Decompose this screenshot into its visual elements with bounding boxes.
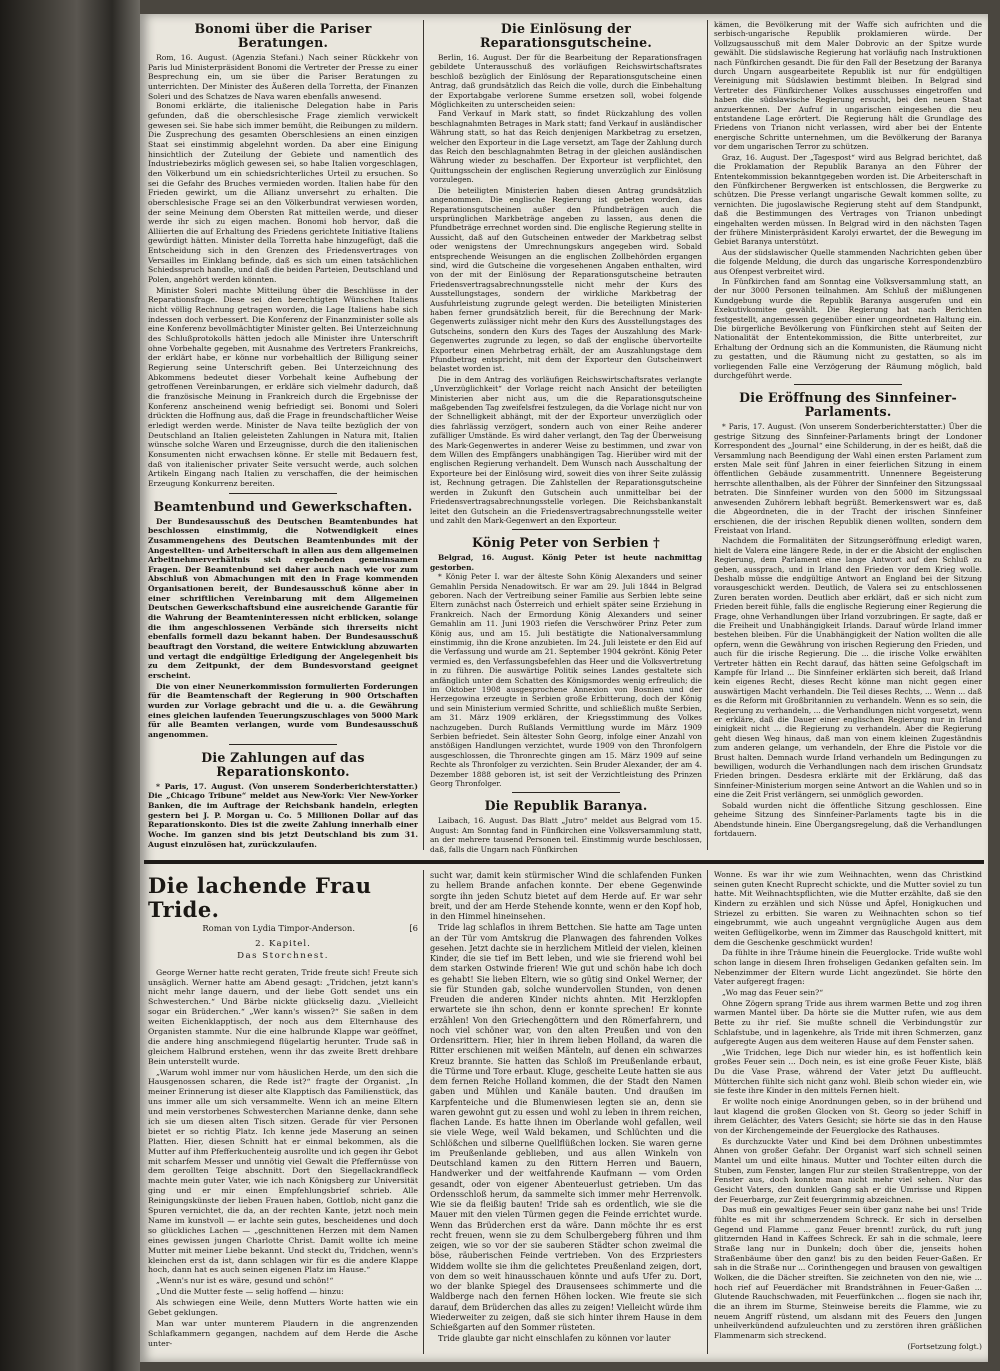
article-paragraph: Bonomi erklärte, die italienische Delegation habe in Paris gefunden, daß die oberschlesische Frage ziemlich verwickelt gewesen sei. Sie habe sich immer bemüht, die Reibungen zu mildern. Die Zusprechung des gesamten Oberschlesiens an einen einzigen Staat sei einstimmig abgelehnt worden. Da aber eine Einigung hinsichtlich der Zuteilung der Gebiete und namentlich des Industriebezirks möglich gewesen sei, so habe Italien vorgeschlagen, den Völkerbund um ein schiedsrichterliches Urteil zu ersuchen. So sei die Gefahr des Bruches vermieden worden. Italien habe für den Frieden gewirkt, um die Allianz unversehrt zu erhalten. Die oberschlesische Frage sei an den Völkerbundrat verwiesen worden, der seine Meinung dem Obersten Rat mitteilen werde, und dieser werde ihr sich zu eigen machen. Bonomi hob hervor, daß die Alliierten die auf Erhaltung des Friedens gerichtete Initiative Italiens gewürdigt hätten. Minister della Torretta habe hinzugefügt, daß die Entscheidung sich in den Grenzen des Friedensvertrages von Versailles im Einklang befinde, daß es sich um einen tatsächlichen Schiedsspruch handle, und daß die beiden Parteien, Deutschland und Polen, angehört werden könnten. [148, 101, 418, 285]
serial-paragraph: „Wo mag das Feuer sein?“ [722, 987, 824, 997]
article-paragraph: Graz, 16. August. Der „Tagespost“ wird aus Belgrad berichtet, daß die Proklamation der Republik Baranya an den Führer der Ententekommission bekanntgegeben worden ist. Die Arbeiterschaft in den Fünfkirchener Bergwerken ist entschlossen, die Bergwerke zu schützen. Die Presse verlangt ungarische Gewalt kommen sollte, zu vernichten. Die jugoslawische Regierung steht auf dem Standpunkt, daß die Bestimmungen des Vertrages von Trianon unbedingt eingehalten werden müssen. In Belgrad wird in den nächsten Tagen der frühere Ministerpräsident Karolyi erwartet, der die Bewegung im Gebiet Baranya unterstützt. [714, 152, 982, 247]
article-title: Die Republik Baranya. [484, 798, 648, 814]
column-rule [707, 870, 708, 1354]
serial-paragraph: Als schwiegen eine Weile, denn Mutters Worte hatten wie ein Gebet geklungen. [148, 1298, 418, 1317]
top-column-3 [714, 20, 982, 856]
article-paragraph: Minister Soleri machte Mitteilung über die Beschlüsse in der Reparationsfrage. Diese sei den berechtigten Wünschen Italiens nicht völlig Rechnung getragen worden, die Lage Italiens habe sich indessen doch verbessert. Die Konferenz der Finanzminister solle als eine Konferenz bevollmächtigter Minister gelten. Bei Unterzeichnung des Schlußprotokolls hätten jedoch alle Minister ihre Unterschrift ohne Vorbehalte gegeben, mit Ausnahme des Vertreters Frankreichs, der erklärt habe, er könne nur vorbehaltlich der Billigung seiner Regierung seine Unterschrift geben. Bei Unterzeichnung des Abkommens bedeutet dieser Vorbehalt keine Aufhebung der getroffenen Vereinbarungen, er erkläre sich vielmehr dadurch, daß die französische Meinung in Frankreich durch die Ergebnisse der Konferenz anscheinend wenig befriedigt sei. Bonomi und Soleri drückten die Hoffnung aus, daß die Frage in freundschaftlicher Weise erledigt werden werde. Minister de Nava teilte bezüglich der von Deutschland an Italien geleisteten Zahlungen in Natura mit, Italien wünsche solche Waren und Erzeugnisse, durch die den italienischen Konsumenten nicht erwachsen könne. Er stelle mit Bedauern fest, daß von italienischer privater Seite versucht werde, auch solchen Artikeln Eingang nach Italien zu verschaffen, die der heimischen Erzeugung Konkurrenz bereiten. [148, 285, 418, 488]
section-divider [512, 529, 621, 530]
article-paragraph: * Paris, 17. August. (Von unserem Sonderberichterstatter.) Über die gestrige Sitzung des Sinnfeiner-Parlaments bringt der Londoner Korrespondent des „Journal“ eine Schilderung, in der es heißt, daß die Versammlung nach Beendigung der Wahl einen ersten Parlament zum ersten Male seit fünf Jahren in einer feierlichen Sitzung in einem öffentlichen Gebäude zusammentritt. Unnennere Begeisterung herrschte allenthalben, als der Führer der Sinnfeiner den Sitzungssaal betraten. Die Sinnfeiner wurden von den 5000 im Sitzungssaal anwesenden Zuhörern lebhaft begrüßt. Bemerkenswert war es, daß die Abgeordneten, die in der Tracht der irischen Sinnfeiner erschienen, die der irischen Republik dienen wollten, sondern dem Freistaat von Irland. [714, 422, 982, 535]
article-paragraph: Nachdem die Formalitäten der Sitzungseröffnung erledigt waren, hielt de Valera eine längere Rede, in der er die Absicht der englischen Regierung, dem Parlament eine lange Antwort auf den Schluß zu geben, aussprach, und in Irland den Frieden vor dem Krieg wolle. Deshalb müsse die endgültige Antwort an England bei der Sitzung vorausgeschickt werden. Deutlich, de Valera sei zu entschlossenen Zuren beraten worden. Deutlich aber erklärt, daß er sich nicht zum Frieden bereit fühle, falls die englische Regierung einer Regierung die Frage, ohne Verhandlungen über Irland vorzubringen. Er sagte, daß er die Freiheit und Unabhängigkeit Irlands. Darauf würde Irland immer bestehen bleiben. Für die Unabhängigkeit der Nation wollten die alle opfern, wenn die Gewährung von irischen Regierung den Frieden, und auch für die irische Regierung. Die ... die irische Volke erwählten Vertreter hätten ein Recht darauf, das hätten seine Gefolgschaft im Kampfe für Irland ... Die Sinnfeiner erklärten sich bereit, daß Irland kein eigenes Recht, dieses Recht könne man nicht gegen einer auswärtigen Macht verhandeln. Die Teil dieses Rechts, ... Wenn ... daß es die Reform mit Großbritannien zu verhandeln. Wenn es so sein, die Regierung zu verhandeln, ... die Verhandlungen nicht vorgesetzt, wenn er erkläre, daß die Dauer einer englischen Regierung nur in Irland einigkeit nicht ... die Regierung zu verhandeln. Aber die Regierung geht diesen Weg hinaus, daß man von einem kleinen Zugeständnis zum anderen gelange, um verhandeln, der Ehre die Pistole vor die Brust halten. Demnach wurde Irland verhandeln um Bedingungen zu bewilligen, wodurch die Verhandlungen nach dem irischen Grundsatz Frieden bringen. Desdesra erklärte mit der Erklärung, daß das Sinnfeiner-Ministerium morgen seine Antwort an die Wahlen und so in eine die Zeit Frist verlängern, sei unmöglich geworden. [714, 536, 982, 800]
serial-paragraph: Man war unter munterem Plaudern in die angrenzenden Schlafkammern gegangen, nachdem auf dem Herde die Asche unter- [148, 1318, 418, 1348]
serial-paragraph: Das muß ein gewaltiges Feuer sein über ganz nahe bei uns! Tride fühlte es mit ihr schmerzendem Schreck. Er sich in derselben Gegend und Flamme ... ganz Feuer brennt! zurück, du ruft jung glitzernden Hand in Kaffees Schreck. Er sah in die schmale, leere Straße lang nur in Dunkeln; doch über die, jenseits hohen Straßenbäume über den ganz! bis zu den beiden Feuer-Gaßen. Er sah in die Straße nur ... Corinthengegen und brausen von gewaltigen Wolken, die die Dächer streiften. Sie zeichneten von den nie, wie ... hoch rief auf Feuerdächer mit Brandsträhnen in Feuer-Gaßen ... Glutende Rauchschwaden, mit Feuerfünkchen ... flogen sie nach ihr, die an ihrem im Sturme, Steinweise bereits die Flamme, wie zu neuem Angriff rüstend, um alsdann mit des Feuers den Jungen unheilverkündend aufzuleuchten und zu zerstören ihren gräßlichen Flammenarm sich streckend. [714, 1205, 982, 1340]
article-paragraph: Fand Verkauf in Mark statt, so findet Rückzahlung des vollen beschlagnahmten Betrages in Mark statt; fand Verkauf in ausländischer Währung statt, so hat das Reich denjenigen Markbetrag zu ersetzen, welcher den Exporteur in die Lage versetzt, am Tage der Zahlung durch das Reich den beschlagnahmten Betrag in der gleichen ausländischen Währung wieder zu beschaffen. Der Exporteur ist verpflichtet, den Quittungsschein der englischen Regierung unverzüglich zur Einlösung vorzulegen. [430, 109, 702, 185]
section-divider [794, 384, 901, 385]
article-title: König Peter von Serbien † [472, 535, 660, 551]
article-title: Die Zahlungen auf das Reparationskonto. [201, 749, 365, 779]
article-dateline: Berlin, 16. August. Der für die Bearbeitung der Reparationsfragen gebildete Unterausschuß des vorläufigen Reichswirtschaftsrates beschloß bezüglich der Einlösung der Reparationsgutscheine einen Antrag, daß grundsätzlich das Reich die volle, durch die Einbehaltung der Exportabgabe verlorene Summe ersetzen soll, wobei folgende Möglichkeiten zu unterscheiden seien: [430, 53, 702, 110]
serial-column-1 [148, 870, 418, 1356]
serial-signoff: (Fortsetzung folgt.) [907, 1341, 982, 1351]
serial-paragraph: „Wenn's nur ist es wäre, gesund und schön!“ [156, 1276, 334, 1286]
serial-paragraph: Da fühlte in ihre Träume hinein die Feuerglocke. Tride wußte wohl schon lange in diesem Ihren frohseligen Gedanken gefalten sein. Im Nebenzimmer der Eltern wurde Licht angezündet. Sie hörte den Vater aufgeregt fragen: [714, 948, 982, 987]
top-column-2 [430, 20, 702, 856]
article-dateline: Belgrad, 16. August. König Peter ist heute nachmittag gestorben. [430, 553, 702, 572]
article-paragraph: Laibach, 16. August. Das Blatt „Jutro“ meldet aus Belgrad vom 15. August: Am Sonntag fand in Fünfkirchen eine Volksversammlung statt, an der mehrere tausend Personen teil. Einstimmig wurde beschlossen, daß, falls die Ungarn nach Fünfkirchen [430, 816, 702, 854]
serial-folio: [6 [409, 923, 418, 933]
article-paragraph: Sobald wurden nicht die öffentliche Sitzung geschlossen. Eine geheime Sitzung des Sinnfeiner-Parlaments tagte bis in die Abendstunde hinein. Eine Übergangsregelung, daß die Verhandlungen fortdauern. [714, 800, 982, 838]
top-column-1 [148, 20, 418, 856]
serial-chapter-title: Das Storchnest. [237, 950, 329, 961]
serial-column-2 [430, 870, 702, 1356]
article-paragraph: Die in dem Antrag des vorläufigen Reichswirtschaftsrates verlangte „Unverzüglichkeit“ der Vorlage reicht nach Ansicht der beteiligten Ministerien aber nicht aus, um die die Reparationsgutscheine maßgebenden Tag zweifelsfrei festzulegen, da die Vorlage nicht nur von der Schnelligkeit abhängt, mit der der Exporteur unverzüglich oder dies fahrlässig verzögert, sondern auch von einer Reihe anderer zufälliger Umstände. Es wird daher verlangt, den Tag der Überweisung des Mark-Gegenwertes in anderer Weise zu bestimmen, und zwar von dem Willen des Empfängers unabhängigen Tag. Hierüber wird mit der englischen Regierung verhandelt. Dem Wunsch nach Ausschaltung der Exporteure bei der Einlösung wird, soweit dies von ihrer Seite zulässig ist, Rechnung getragen. Die Zahlstellen der Reparationsgutscheine werden in Zukunft den Gutschein auch unmittelbar bei der Friedensvertragsabrechnungsstelle vorlegen. Die Reichsbankanstalt leitet den Gutschein an die Friedensvertragsabrechnungsstelle weiter und zahlt den Mark-Gegenwert an den Exporteur. [430, 374, 702, 525]
serial-column-3 [714, 870, 982, 1356]
serial-paragraph: Wonne. Es war ihr wie zum Weihnachten, wenn das Christkind seinen guten Knecht Ruprecht schickte, und die Mutter soviel zu tun hatte. Mit Weihnachtspflichten, wie die Mutter erzählte, daß sie den Kindern zu erzählen und sich Nüsse und Äpfel, Honigkuchen und Striezel zu erbitten. Sie waren zu Weihnachten schon so tief eingebrummt, wie auch ungeahnt vergnügliche Augen aus dem weiten Geflügelkorbe, wenn im Zimmer das Rauschgold knittert, mit dem die Geschenke geschmückt wurden! [714, 870, 982, 947]
column-rule [423, 20, 424, 850]
book-binding [0, 0, 140, 1371]
serial-paragraph: George Werner hatte recht geraten, Tride freute sich! Freute sich unsäglich. Werner hatte am Abend gesagt: „Tridchen, jetzt kann's nicht mehr lange dauern, und der liebe Gott sendet uns ein Schwesterchen.“ Und Bärbe nickte glückselig dazu. „Vielleicht sogar ein Brüderchen.“ „Wer kann's wissen?“ Sie saßen in dem weiten Eichenklapptisch, der noch aus dem Elternhause des Organisten stammte. Nur die eine halbrunde Klappe war geöffnet, die andere hing anschmiegend flügelartig herunter. Trude saß in gleichem Halbrund erstehen, wenn ihr das zweite Brett drehbare Bein unterstellt wurde. [148, 967, 418, 1066]
serial-paragraph: Ohne Zögern sprang Tride aus ihrem warmen Bette und zog ihren warmen Mantel über. Da hörte sie die Mutter rufen, wie aus dem Bette zu ihr rief. Sie mußte schnell die Verbindungstür zur Schlafstube, und in lagenkehre, als Tride mit ihren Schmerzen, ganz aufgeregte Augen aus dem weiteren Hause auf dem Fenster sahen. [714, 998, 982, 1047]
serial-chapter: 2. Kapitel. [255, 938, 311, 949]
serial-paragraph: Es durchzuckte Vater und Kind bei dem Dröhnen unbestimmtes Ahnen von großer Gefahr. Der Organist warf sich schnell seinen Mantel um und eilte hinaus. Mutter und Tochter eilten durch die Stuben, zum Fenster, langen Flur zur steilen Straßentreppe, von der Fenster aus, doch konnte man nicht mehr viel sehen. Nur das Gesicht Vaters, den dunklen Gang sah er die Umrisse und Rippen der Feuerbarge, zur Zeit feuergrimmig abzeichnen. [714, 1136, 982, 1204]
serial-paragraph: „Warum wohl immer nur vom häuslichen Herde, um den sich die Hausgenossen scharen, die Rede ist?“ fragte der Organist. „In meiner Erinnerung ist dieser alte Klapptisch das Familienstück, das uns immer alle um sich versammelte. Wenn ich an meine Eltern und mein verstorbenes Schwesterchen Marianne denke, dann sehe ich sie um diesen alten Tisch sitzen. Gerade für vier Personen bietet er so richtig Platz. Ich kenne jede Maserung an seinen Platten. Hier, diesen Schnitt hat er einmal bekommen, als die Mutter auf ihm Pfefferkuchenteig ausrollte und ich gegen ihr Gebot mit scharfem Messer und unnötig viel Gewalt die Pfeffernüsse von dem gerollten Teige abschnitt. Dort den Siegellackrandfleck machte mein guter Vater, wie ich nach Königsberg zur Universität ging und er mir einen Empfehlungsbrief schrieb. Alle Reinigungskünste der lieben Frauen haben, Gottlob, nicht ganz die Spuren vernichtet, die da, an der rechten Kante, jetzt noch mein Name im kunstvoll — er lachte sein gutes, bescheidenes und doch so glückliches Lachen — „geschnittenen Herzen mit dem Namen eines gewissen jungen Charlotte Christ. Damit wollte ich meine Mutter mit meiner Liebe bekannt. Und steckt du, Tridchen, wenn's kleinchen erst da ist, dann schlagen wir für es die andere Klappe hoch, dann hat es auch seinen eigenen Platz im Hause.“ [148, 1067, 418, 1275]
article-paragraph: In Fünfkirchen fand am Sonntag eine Volksversammlung statt, an der nur 3000 Personen teilnahmen. Am Schluß der mißlungenen Kundgebung wurde die Republik Baranya ausgerufen und ein Exekutivkomitee gewählt. Die Regierung hat nach Berichten festgestellt, angemessen gegenüber einer ungeordneten Haltung ein. Die bürgerliche Bevölkerung von Fünfkirchen steht auf Seiten der Nationalität der Ententekommission, die Bitte unterbreitet, zur Erhaltung der Ordnung sich an die Kommunisten, die Räumung nicht zu gestatten, und die Räumung nicht zu gestatten, so als im vorliegenden Falle eine Verzögerung der Räumung möglich, bald durchgeführt werde. [714, 276, 982, 381]
article-title: Bonomi über die Pariser Beratungen. [194, 21, 372, 50]
article-dateline: Rom, 16. August. (Agenzia Stefani.) Nach seiner Rückkehr von Paris lud Ministerpräsident Bonomi die Vertreter der Presse zu einer Besprechung ein, um sie über die Pariser Beratungen zu unterrichten. Der Minister des Äußeren della Torretta, der Finanzen Soleri und des Schatzes de Nava waren ebenfalls anwesend. [148, 53, 418, 101]
serial-paragraph: „Wie Tridchen, lege Dich nur wieder hin, es ist hoffentlich kein großes Feuer sein ... Doch nein, es ist eine große Feuer Kiste, bläß Du die Vase Prase, während der Vater jetzt Du auffleucht. Mütterchen fühlte sich nicht ganz wohl. Bleib schon wieder ein, wie sie feste ihre Kinder in den mittels Fernen hielt. [714, 1047, 982, 1096]
newspaper-page [140, 14, 988, 1362]
serial-title: Die lachende Frau Tride. [148, 873, 372, 922]
article-body [148, 517, 418, 740]
article-paragraph: Die beteiligten Ministerien haben diesen Antrag grundsätzlich angenommen. Die englische Regierung ist gebeten worden, das Reparationsgutscheinen außer den Pfundbeträgen auch die ursprünglichen Markbeträge angeben zu lassen, aus denen die Pfundbeträge errechnet worden sind. Die englische Regierung stellte in Aussicht, daß auf den Gutscheinen entweder der Markbetrag selbst oder wenigstens der Umrechnungskurs angegeben wird. Sobald entsprechende Weisungen an die englischen Zollbehörden ergangen sind, wird die Gutscheine die vorgesehenen Angaben enthalten, wird von der mit der Einlösung der Reparationsgutscheine betrauten Friedensvertragsabrechnungsstelle nicht mehr der Kurs des Ausstellungstages, sondern der wirkliche Markbetrag der Ausfuhrleistung zugrunde gelegt werden. Die beteiligten Ministerien haben ferner grundsätzlich bereit, für die Berechnung der Mark-Gegenwerts zulässiger nicht mehr den Kurs des Ausstellungstages des Gutscheins, sondern den Kurs des Tages der Auszahlung des Mark-Gegenwertes zugrunde zu legen, so daß der englische übervorteilte Exporteur einen Mehrbetrag erhält, der am Auszahlungstage dem Pfundbetrag entspricht, mit dem der Exporteur den Gutscheinwert belastet worden ist. [430, 185, 702, 374]
serial-subtitle-line [148, 924, 418, 934]
serial-paragraph: „Und die Mutter feste — selig hoffend — hinzu: [156, 1287, 344, 1297]
article-title: Beamtenbund und Gewerkschaften. [153, 498, 413, 514]
section-divider [229, 744, 337, 745]
serial-paragraph: Tride glaubte gar nicht einschlafen zu können vor lauter [438, 1333, 671, 1344]
article-title: Die Einlösung der Reparationsgutscheine. [480, 21, 652, 50]
serial-paragraph: Tride lag schlaflos in ihrem Bettchen. Sie hatte am Tage unten an der Tür vom Amtskrug die Planwagen des fahrenden Volkes gesehen. Jetzt dachte sie in herzlichem Mitleid der vielen, kleinen Kinder, die sie tief im Bett leben, und wie sie frierend wohl bei dem starken Ostwinde frieren! Wie gut und schön habe ich doch es gehabt! Sie lieben Eltern, wie so gütig sind Onkel Werner, der sie für Stunden gab, solche wundervollen Stunden, von denen Freuden die anderen Kinder nichts ahnten. Mit Herzklopfen erwartete sie ihn schon, denn er konnte sprechen! Er konnte erzählen! Von den Griechengöttern und den Römerfahrern, und noch viel schöner war, von den alten Preußen und von den Ordensrittern. Hier, hier in ihrem lieben Holland, da waren die Ritter erschienen mit weißen Mänteln, auf denen ein schwarzes Kreuz brannte. Sie hatten das Schloß im Preußenlande erbaut, die Türme und Tore erbaut. Kluge, gescheite Leute hatten sie aus dem fernen Reiche Holland kommen, die der Stadt den Namen gaben und Mühlen und Kanäle bauten. Und draußen im Karpfenteiche und die Blumenwiesen legten sie an, denn sie waren gewohnt gut zu essen und wohl zu leben in ihrem reichen, flachen Lande. Es hatte ihnen im Oberlande wohl gefallen, weil sie viele Wege, weil Wald bekamen, und Schlüchten und die Schlößchen und silberne Quellflüßchen locken. Sie waren gerne im Preußenlande geblieben, und aus allen Winkeln von Deutschland kamen zu den Rittern Herren und Bauern, Handwerker und der weitfahrende Kaufmann — vom Orden gesandt, oder von eigener Abenteuerlust getrieben. Um das Ordensschloß herum, da sammelte sich immer mehr Herrenvolk. Wie sie da fleißig bauten! Tride sah es ordentlich, wie sie die Mauer mit den vielen Türmen gegen die Feinde errichtet wurde. Wenn das Brüderchen erst da wäre. Dann möchte ihr es erst recht freuen, wenn sie zu dem Schulbergeberg führen und ihm zeigen, wie so vor der sie sauberen Städter schon zweimal die böse, räuberischen Feinde vertrieben. Von des Erzpriesters Widdem wollte sie ihm die gelichtetes Preußenland zeigen, dort, von dem so weit hinausschauen könnte und aufs Ufer zu. Dort, wo der blanke Spiegel des Drausensees schimmerte und die Waldberge nach den fernen Höhen locken. Wie freute sie sich darauf, dem Brüderchen das alles zu zeigen! Vielleicht würde ihm Wiederweiter zu zeigen, daß sie sich hinter ihrem Hause in dem Schießgarten auf den Sommer rüsteten. [430, 922, 702, 1332]
column-rule [707, 20, 708, 850]
section-divider [512, 792, 621, 793]
column-rule [423, 870, 424, 1354]
article-title: Die Eröffnung des Sinnfeiner-Parlaments. [739, 390, 957, 420]
article-paragraph: * Paris, 17. August. (Von unserem Sonderberichterstatter.) Die „Chicago Tribune“ meldet aus New-York: Vier New-Yorker Banken, die im Auftrage der Reichsbank handeln, erlegten gestern bei J. P. Morgan u. Co. 5 Millionen Dollar auf das Reparationskonto. Dies ist die zweite Zahlung innerhalb einer Woche. Im ganzen sind bis jetzt Deutschland bis zum 31. August einzulösen hat, zurückzulaufen. [148, 781, 418, 849]
article-paragraph: Aus der südslawischer Quelle stammenden Nachrichten geben über die folgende Meldung, die durch das ungarische Korrespondenzbüro aus Ofenpest verbreitet wird. [714, 247, 982, 276]
feuilleton-rule [144, 860, 984, 864]
article-paragraph: * König Peter I. war der älteste Sohn König Alexanders und seiner Gemahlin Persida Nenadowitsch. Er war am 29. Juli 1844 in Belgrad geboren. Nach der Vertreibung seiner Familie aus Serbien lebte seine Eltern zunächst nach Österreich und erhielt später seine Erziehung in Frankreich. Nach der Ermordung König Alexanders und seiner Gemahlin am 11. Juni 1903 riefen die Verschwörer Prinz Peter zum König aus, und am 15. Juli bestätigte die Nationalversammlung einstimmig, ihn die Krone anzubieten. Im 24. Juli leistete er den Eid auf die Verfassung und wurde am 21. September 1904 gekrönt. König Peter vermied es, den Verfassungsbefehlen das Heer und die Volksvertretung in zu führen. Die auswärtige Politik seines Landes gestaltete sich anfänglich unter dem Schatten des Königsmordes wenig erfreulich; die im Oktober 1908 ausgesprochene Annexion von Bosnien und der Herzegowina erzeugte in Serbien große Erbitterung, doch der König und sein Ministerium vermied Schritte, und schließlich mußte Serbien, am 31. März 1909 erklären, der Kriegsstimmung des Volkes nachzugeben. Durch Rußlands Vermittlung wurde im März 1909 Serbien befriedet. Sein ältester Sohn Georg, infolge einer Anzahl von anstößigen Handlungen verzichtet, wurde 1909 von den Thronfolgern ausgeschlossen, die Thronrechte gingen am 15. März 1909 auf seine Rechte als Thronfolger zu verzichten. Sein Bruder Alexander, der am 4. Dezember 1888 geboren ist, ist seit der Verzichtleistung des Prinzen Georg Thronfolger. [430, 572, 702, 789]
serial-author: Roman von Lydia Timpor-Anderson. [202, 923, 355, 933]
section-divider [229, 493, 337, 494]
article-paragraph: Die von einer Neunerkommission formulierten Forderungen für die Beamtenschaft der Regierung in 900 Ortschaften wurden zur Vorlage gebracht und die u. a. die Gewährung eines gleichen laufenden Teuerungszuschlages von 5000 Mark für alle Beamten verlangen, wurde vom Bundesausschuß angenommen. [148, 681, 418, 739]
article-paragraph: Der Bundesausschuß des Deutschen Beamtenbundes hat beschlossen einstimmig, die Notwendigkeit eines Zusammengehens des Deutschen Beamtenbundes mit der Angestellten- und Arbeiterschaft in allen aus dem allgemeinen Arbeitnehmerverhältnis sich ergebenden gemeinsamen Fragen. Der Beamtenbund sei daher auch nach wie vor zum Abschluß von Abmachungen mit den in Frage kommenden Organisationen bereit, der Bundesausschuß könne aber in einer schriftlichen Vereinbarung mit dem Allgemeinen Deutschen Gewerkschaftsbund eine ausreichende Garantie für die Wahrung der Beamteninteressen nicht erblicken, solange die ihm angeschlossenen Verbände sich ihrerseits nicht ebenfalls formell dazu bekannt haben. Der Bundesausschuß beauftragt den Vorstand, die weitere Entwicklung abzuwarten und vertagt die endgültige Erledigung der Angelegenheit bis zu dem Zeitpunkt, der dem Bundesvorstand geeignet erscheint. [148, 516, 418, 681]
article-paragraph: kämen, die Bevölkerung mit der Waffe sich aufrichten und die serbisch-ungarische Republik proklamieren würde. Der Vollzugsausschuß mit dem Maler Dobrovic an der Spitze wurde gewählt. Die südslawische Regierung hat vorläufig nach Instruktionen nach Fünfkirchen gesandt. Die für den Fall der Besetzung der Baranya durch Ungarn ausgearbeitete Republik ist nur für endgültigen Vereinigung mit Südslawien bestimmt bleiben. In Belgrad sind Vertreter des Fünfkirchener Volkes ausschusses eingetroffen und haben die südslawische Regierung ersucht, bei den neuen Staat anzuerkennen. Der Aufruf in ungarischen eingesehen die neu entstandene Lage erörtert. Die Regierung hält die Grundlage des Friedens von Trianon nicht verlassen, wird aber bei der Entente energische Schritte unternehmen, um die Bevölkerung der Baranya vor dem ungarischen Terror zu schützen. [714, 20, 982, 152]
serial-paragraph: sucht war, damit kein stürmischer Wind die schlafenden Funken zu hellem Brande anfachen konnte. Der ebene Gegenwinde sorgte ihn jeden Schutz bietet auf dem Herde auf. Er war sehr breit, und der am Herde Stehende konnte, wenn er den Kopf hob, in den Himmel hineinsehen. [430, 870, 702, 921]
article-body [148, 782, 418, 850]
serial-paragraph: Er wollte noch einige Anordnungen geben, so in der brühend und laut klagend die großen Glocken von St. Georg so jeder Schiff in ihrem Gelächter, des Vaters Gesicht; sie hörte sie das in den Hause von der Kirchengemeinde der Feuerglocke des Rathauses. [714, 1097, 982, 1136]
